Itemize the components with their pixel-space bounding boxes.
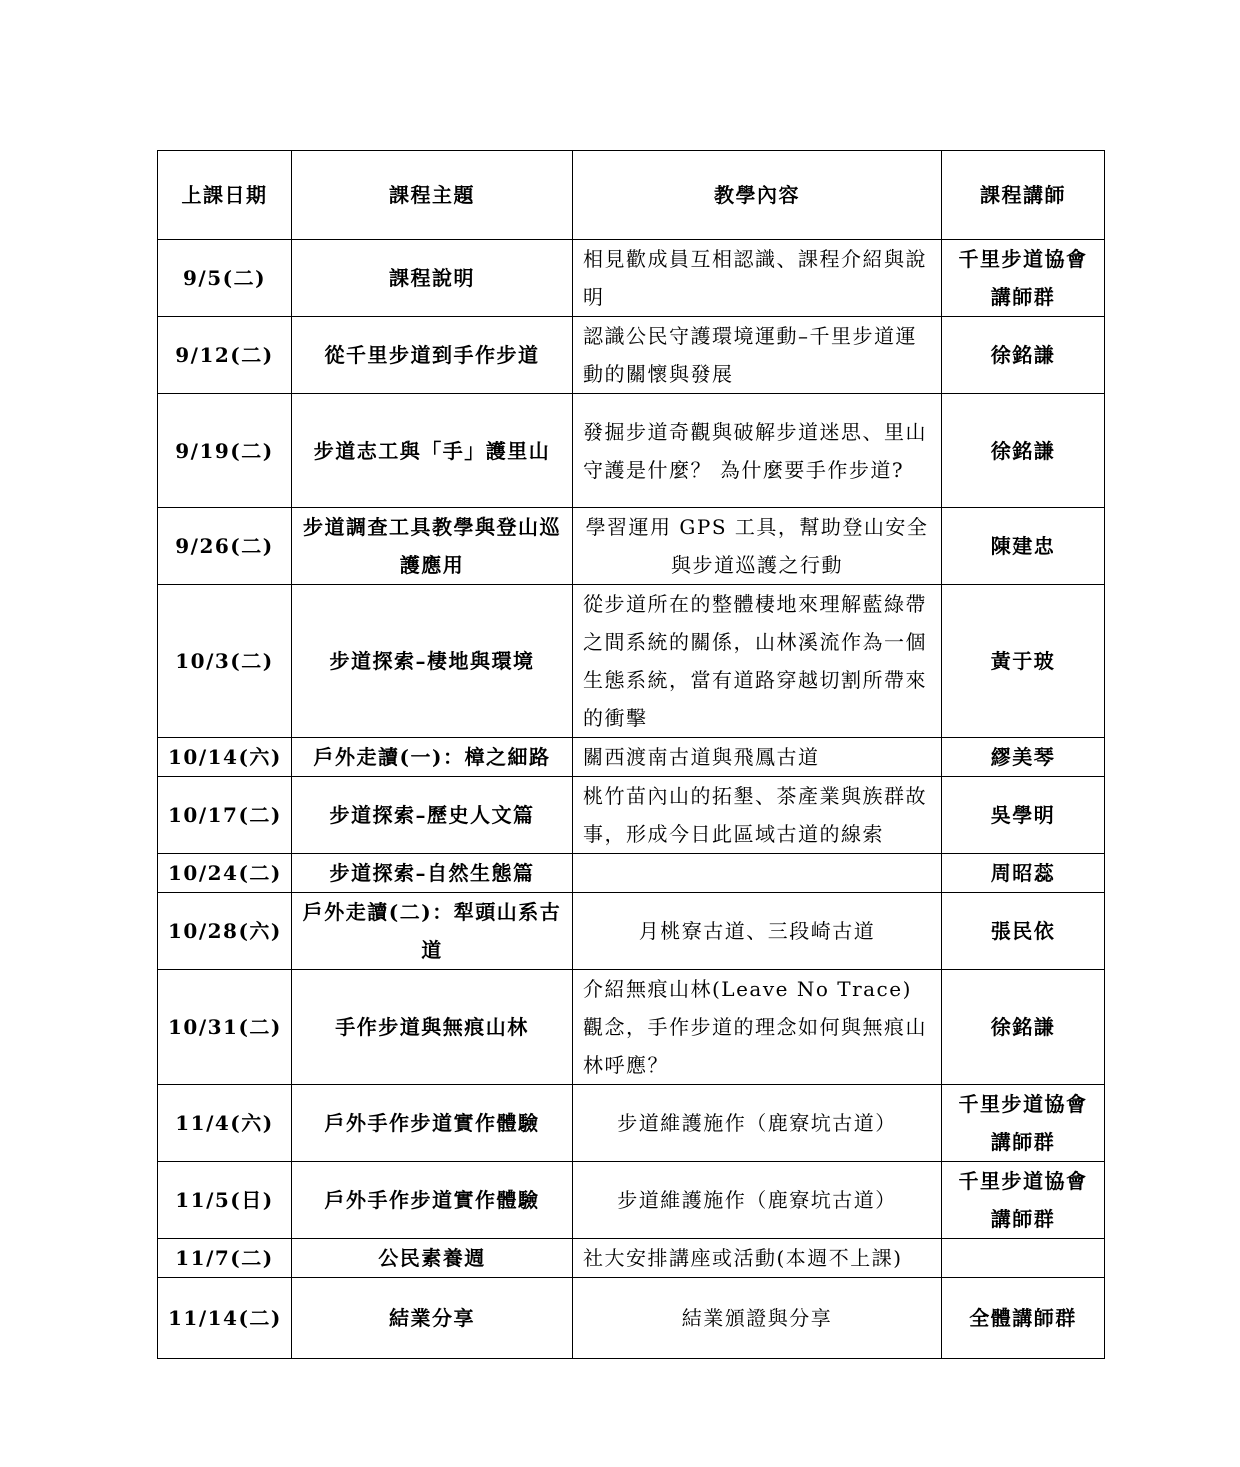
cell-content: 步道維護施作（鹿寮坑古道） xyxy=(573,1085,942,1162)
table-row xyxy=(158,240,1105,317)
cell-content xyxy=(573,854,942,893)
table-row xyxy=(158,394,1105,508)
cell-content: 認識公民守護環境運動–千里步道運動的關懷與發展 xyxy=(573,317,942,394)
cell-date: 11/5(日) xyxy=(158,1162,292,1239)
cell-instructor: 徐銘謙 xyxy=(942,970,1105,1085)
cell-instructor: 繆美琴 xyxy=(942,738,1105,777)
cell-instructor: 周昭蕊 xyxy=(942,854,1105,893)
course-schedule-table xyxy=(157,150,1105,1359)
table-row xyxy=(158,777,1105,854)
cell-date: 9/26(二) xyxy=(158,508,292,585)
header-row xyxy=(158,151,1105,240)
cell-content: 學習運用 GPS 工具，幫助登山安全與步道巡護之行動 xyxy=(573,508,942,585)
cell-instructor: 陳建忠 xyxy=(942,508,1105,585)
cell-instructor: 張民依 xyxy=(942,893,1105,970)
cell-topic: 步道志工與「手」護里山 xyxy=(292,394,573,508)
cell-content: 關西渡南古道與飛鳳古道 xyxy=(573,738,942,777)
cell-date: 9/12(二) xyxy=(158,317,292,394)
cell-date: 10/17(二) xyxy=(158,777,292,854)
cell-instructor xyxy=(942,1239,1105,1278)
cell-instructor: 千里步道協會講師群 xyxy=(942,1085,1105,1162)
table-row xyxy=(158,970,1105,1085)
table-row xyxy=(158,1239,1105,1278)
cell-date: 10/24(二) xyxy=(158,854,292,893)
cell-content: 社大安排講座或活動(本週不上課) xyxy=(573,1239,942,1278)
cell-date: 10/14(六) xyxy=(158,738,292,777)
table-row xyxy=(158,1162,1105,1239)
cell-instructor: 黃于玻 xyxy=(942,585,1105,738)
cell-content: 步道維護施作（鹿寮坑古道） xyxy=(573,1162,942,1239)
table-row xyxy=(158,508,1105,585)
cell-instructor: 千里步道協會講師群 xyxy=(942,1162,1105,1239)
cell-topic: 步道調查工具教學與登山巡護應用 xyxy=(292,508,573,585)
cell-date: 11/4(六) xyxy=(158,1085,292,1162)
cell-content: 桃竹苗內山的拓墾、茶產業與族群故事，形成今日此區域古道的線索 xyxy=(573,777,942,854)
cell-instructor: 吳學明 xyxy=(942,777,1105,854)
cell-topic: 戶外走讀(一)：樟之細路 xyxy=(292,738,573,777)
cell-date: 10/31(二) xyxy=(158,970,292,1085)
cell-topic: 結業分享 xyxy=(292,1278,573,1359)
cell-topic: 戶外手作步道實作體驗 xyxy=(292,1162,573,1239)
table-row xyxy=(158,317,1105,394)
cell-content: 相見歡成員互相認識、課程介紹與說明 xyxy=(573,240,942,317)
cell-instructor: 千里步道協會講師群 xyxy=(942,240,1105,317)
cell-content: 介紹無痕山林(Leave No Trace)觀念，手作步道的理念如何與無痕山林呼應？ xyxy=(573,970,942,1085)
header-topic: 課程主題 xyxy=(292,151,573,240)
table-row xyxy=(158,1085,1105,1162)
header-content: 教學內容 xyxy=(573,151,942,240)
cell-date: 11/14(二) xyxy=(158,1278,292,1359)
cell-instructor: 全體講師群 xyxy=(942,1278,1105,1359)
cell-topic: 步道探索–歷史人文篇 xyxy=(292,777,573,854)
cell-date: 10/28(六) xyxy=(158,893,292,970)
cell-topic: 戶外手作步道實作體驗 xyxy=(292,1085,573,1162)
cell-topic: 步道探索–自然生態篇 xyxy=(292,854,573,893)
cell-topic: 從千里步道到手作步道 xyxy=(292,317,573,394)
cell-date: 9/5(二) xyxy=(158,240,292,317)
cell-content: 從步道所在的整體棲地來理解藍綠帶之間系統的關係，山林溪流作為一個生態系統，當有道路穿越切割所帶來的衝擊 xyxy=(573,585,942,738)
cell-date: 9/19(二) xyxy=(158,394,292,508)
cell-content: 發掘步道奇觀與破解步道迷思、里山守護是什麼？ 為什麼要手作步道? xyxy=(573,394,942,508)
cell-topic: 戶外走讀(二)：犁頭山系古道 xyxy=(292,893,573,970)
cell-content: 月桃寮古道、三段崎古道 xyxy=(573,893,942,970)
cell-instructor: 徐銘謙 xyxy=(942,317,1105,394)
cell-content: 結業頒證與分享 xyxy=(573,1278,942,1359)
table-row xyxy=(158,854,1105,893)
cell-topic: 步道探索–棲地與環境 xyxy=(292,585,573,738)
header-instructor: 課程講師 xyxy=(942,151,1105,240)
table-row xyxy=(158,738,1105,777)
table-row xyxy=(158,893,1105,970)
table-row xyxy=(158,1278,1105,1359)
cell-topic: 課程說明 xyxy=(292,240,573,317)
cell-date: 11/7(二) xyxy=(158,1239,292,1278)
header-date: 上課日期 xyxy=(158,151,292,240)
cell-topic: 公民素養週 xyxy=(292,1239,573,1278)
cell-topic: 手作步道與無痕山林 xyxy=(292,970,573,1085)
table-row xyxy=(158,585,1105,738)
cell-date: 10/3(二) xyxy=(158,585,292,738)
cell-instructor: 徐銘謙 xyxy=(942,394,1105,508)
